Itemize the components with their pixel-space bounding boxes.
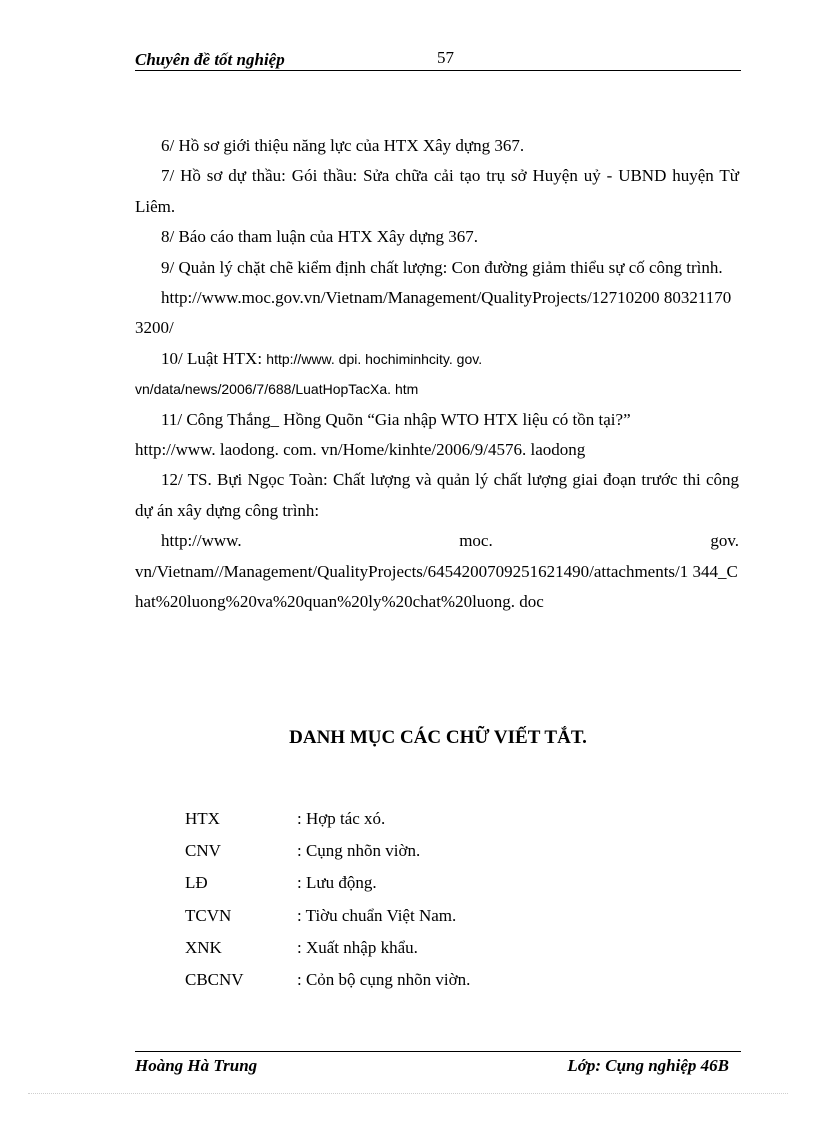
reference-9-url[interactable]: http://www.moc.gov.vn/Vietnam/Management/QualityProjects/12710200 803211703200/ xyxy=(135,288,732,338)
abbreviation-value: : Tiờu chuẩn Việt Nam. xyxy=(297,905,457,925)
abbreviation-list xyxy=(185,803,605,996)
reference-12-url-line[interactable] xyxy=(135,526,739,556)
abbreviation-key: HTX xyxy=(185,809,220,829)
page-edge-divider xyxy=(28,1093,788,1094)
abbreviation-key: CNV xyxy=(185,841,221,861)
abbreviations-heading: DANH MỤC CÁC CHỮ VIẾT TẮT. xyxy=(289,727,587,748)
page-header xyxy=(135,48,741,71)
reference-12: 12/ TS. Bựi Ngọc Toàn: Chất lượng và quản lý chất lượng giai đoạn trước thi công dự án xây dựng công trình: xyxy=(135,470,739,520)
reference-10-label: 10/ Luật HTX: xyxy=(161,348,267,368)
reference-10 xyxy=(135,344,739,374)
class-name: Lớp: Cụng nghiệp 46B xyxy=(567,1056,729,1075)
document-title: Chuyên đề tốt nghiệp xyxy=(135,50,285,69)
reference-12-url-c[interactable]: gov. xyxy=(710,531,739,551)
abbreviation-row xyxy=(185,900,605,932)
reference-9: 9/ Quản lý chặt chẽ kiểm định chất lượng: Con đường giảm thiểu sự cố công trình. xyxy=(161,257,723,277)
abbreviation-value: : Lưu động. xyxy=(297,873,377,893)
abbreviation-key: XNK xyxy=(185,937,222,957)
abbreviation-key: CBCNV xyxy=(185,970,244,990)
reference-6: 6/ Hồ sơ giới thiệu năng lực của HTX Xây dựng 367. xyxy=(161,136,525,155)
abbreviation-row xyxy=(185,964,605,996)
abbreviation-key: LĐ xyxy=(185,873,208,893)
abbreviation-value: : Xuất nhập khẩu. xyxy=(297,937,418,957)
abbreviation-row xyxy=(185,867,605,899)
reference-12-url-a[interactable]: http://www. xyxy=(161,531,242,551)
abbreviation-value: : Cụng nhõn viờn. xyxy=(297,841,421,861)
reference-8: 8/ Báo cáo tham luận của HTX Xây dựng 367. xyxy=(161,227,479,247)
page-number: 57 xyxy=(437,48,454,67)
reference-12-url-rest[interactable]: vn/Vietnam//Management/QualityProjects/6454200709251621490/attachments/1 344_Chat%20luong%20va%20quan%20ly%20chat%20luong. doc xyxy=(135,561,738,612)
abbreviation-value: : Hợp tác xó. xyxy=(297,809,386,829)
abbreviation-row xyxy=(185,835,605,867)
abbreviation-key: TCVN xyxy=(185,905,232,925)
reference-12-url-b[interactable]: moc. xyxy=(459,531,493,551)
reference-11: 11/ Công Thắng_ Hồng Quõn “Gia nhập WTO HTX liệu có tồn tại?” xyxy=(161,409,631,429)
reference-7: 7/ Hồ sơ dự thầu: Gói thầu: Sửa chữa cải tạo trụ sở Huyện uỷ - UBND huyện Từ Liêm. xyxy=(135,166,739,216)
reference-10-url-a[interactable]: http://www. dpi. hochiminhcity. gov. xyxy=(266,350,483,367)
abbreviation-row xyxy=(185,932,605,964)
reference-11-url[interactable]: http://www. laodong. com. vn/Home/kinhte/2006/9/4576. laodong xyxy=(135,440,586,460)
abbreviation-row xyxy=(185,803,605,835)
page-footer xyxy=(135,1051,741,1076)
reference-list xyxy=(135,131,739,618)
reference-10-url-b[interactable]: vn/data/news/2006/7/688/LuatHopTacXa. htm xyxy=(135,381,419,398)
abbreviation-value: : Cỏn bộ cụng nhõn viờn. xyxy=(297,970,471,990)
author-name: Hoàng Hà Trung xyxy=(135,1056,258,1075)
